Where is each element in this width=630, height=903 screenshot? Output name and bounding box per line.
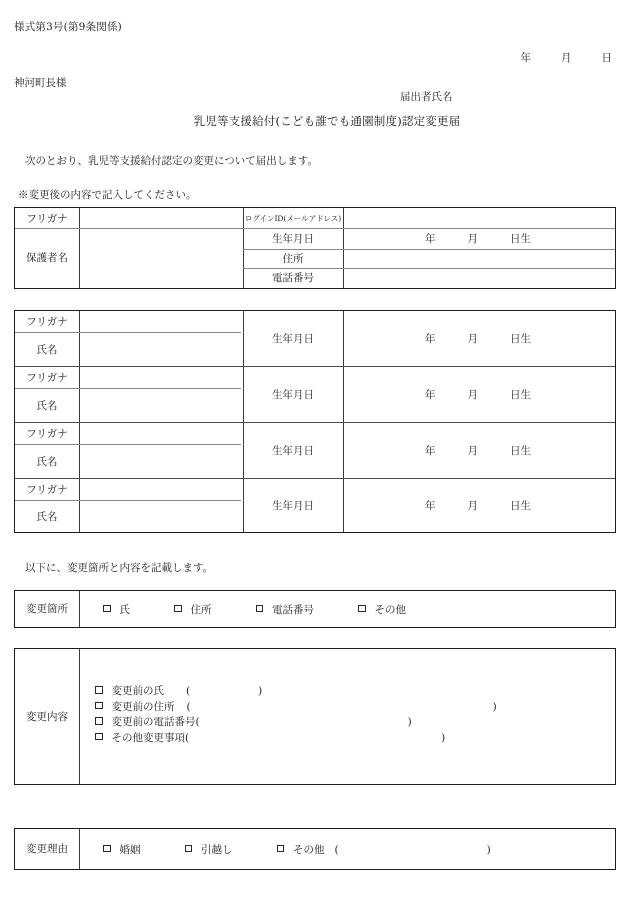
change-content-item-name-label: 変更前の氏: [111, 685, 164, 697]
child-1-name-value[interactable]: [79, 332, 243, 366]
change-reason-other-paren-close: ): [486, 843, 491, 856]
child-1-bd-day-label: 日生: [510, 333, 531, 345]
child-4-birthdate-label: 生年月日: [272, 500, 314, 512]
change-content-item-phone-paren-close: ): [407, 716, 412, 728]
child-2-birthdate-value[interactable]: [343, 367, 630, 422]
child-4-birthdate-value[interactable]: [343, 479, 630, 532]
change-content-label: 変更内容: [26, 710, 68, 723]
child-1-birthdate-label: 生年月日: [272, 333, 314, 345]
guardian-birthdate-value[interactable]: [343, 228, 630, 249]
change-place-option-other[interactable]: [358, 602, 406, 617]
change-content-item-name-paren-close: ): [258, 685, 263, 697]
date-day-label: 日: [601, 52, 612, 64]
child-2-name-label: 氏名: [36, 399, 58, 412]
change-content-item-other-label: その他変更事項: [111, 731, 185, 744]
child-1-furigana-value[interactable]: [79, 311, 243, 332]
checkbox-icon[interactable]: [256, 605, 264, 613]
guardian-bd-year-label: 年: [425, 233, 436, 245]
child-4-furigana-value[interactable]: [79, 479, 243, 500]
child-4-furigana-label: フリガナ: [26, 484, 68, 496]
child-3-birthdate-value[interactable]: [343, 423, 630, 478]
guardian-address-label: 住所: [282, 253, 304, 265]
child-1-birthdate-value[interactable]: [343, 311, 630, 366]
guardian-birthdate-label: 生年月日: [272, 233, 314, 245]
guardian-table: [14, 207, 616, 289]
child-3-name-label: 氏名: [36, 455, 58, 468]
child-3-bd-year-label: 年: [425, 445, 436, 457]
guardian-furigana-value[interactable]: [79, 208, 243, 228]
child-1-name-label: 氏名: [36, 343, 58, 356]
change-place-option-phone-label: 電話番号: [272, 603, 314, 616]
guardian-bd-month-label: 月: [467, 233, 478, 245]
checkbox-icon[interactable]: [103, 605, 111, 613]
form-code: 様式第3号(第9条関係): [14, 21, 122, 33]
date-year-label: 年: [520, 52, 531, 64]
child-2-bd-day-label: 日生: [510, 389, 531, 401]
change-place-options: [103, 591, 450, 627]
child-3-furigana-value[interactable]: [79, 423, 243, 444]
child-3-birthdate-label: 生年月日: [272, 445, 314, 457]
child-3-furigana-label: フリガナ: [26, 428, 68, 440]
change-reason-option-marriage-label: 婚姻: [119, 843, 141, 856]
change-place-option-phone[interactable]: [256, 602, 315, 617]
change-reason-option-other-label: その他: [293, 843, 325, 856]
change-reason-option-marriage[interactable]: [103, 842, 141, 857]
change-content-item-other-paren-close: ): [441, 731, 446, 744]
change-content-item-phone[interactable]: [95, 715, 497, 731]
child-2-birthdate-label: 生年月日: [272, 389, 314, 401]
change-content-item-phone-label: 変更前の電話番号: [111, 716, 196, 728]
change-reason-label: 変更理由: [26, 843, 68, 855]
change-reason-option-moving-label: 引越し: [201, 843, 233, 856]
change-content-item-address-paren-close: ): [492, 700, 497, 713]
change-place-option-address[interactable]: [174, 602, 212, 617]
checkbox-icon[interactable]: [95, 717, 103, 725]
change-reason-other-paren-open: (: [334, 843, 339, 856]
submission-date-line: [521, 50, 617, 65]
child-2-furigana-value[interactable]: [79, 367, 243, 388]
child-4-name-value[interactable]: [79, 500, 243, 532]
change-place-option-other-label: その他: [374, 603, 406, 616]
lead-text-declaration: 次のとおり、乳児等支援給付認定の変更について届出します。: [25, 155, 318, 167]
guardian-phone-label: 電話番号: [272, 272, 314, 284]
lead-text-note: ※変更後の内容で記入してください。: [18, 189, 197, 201]
page-title: 乳児等支援給付(こども誰でも通園制度)認定変更届: [193, 114, 461, 128]
change-content-col-divider: [79, 649, 80, 784]
change-content-item-other[interactable]: [95, 731, 497, 747]
child-1-furigana-label: フリガナ: [26, 316, 68, 328]
change-reason-option-other[interactable]: [277, 842, 491, 857]
checkbox-icon[interactable]: [358, 605, 366, 613]
child-1-bd-month-label: 月: [467, 333, 478, 345]
guardian-login-id-value[interactable]: [343, 208, 614, 228]
guardian-furigana-label: フリガナ: [26, 212, 68, 225]
child-2-bd-month-label: 月: [467, 389, 478, 401]
mid-instruction-text: 以下に、変更箇所と内容を記載します。: [25, 562, 214, 574]
child-3-name-value[interactable]: [79, 444, 243, 478]
change-place-option-address-label: 住所: [190, 603, 212, 616]
change-content-item-address-paren-open: (: [186, 700, 191, 713]
checkbox-icon[interactable]: [95, 733, 103, 741]
child-4-bd-month-label: 月: [467, 500, 478, 512]
child-2-furigana-label: フリガナ: [26, 372, 68, 384]
child-2-name-value[interactable]: [79, 388, 243, 422]
guardian-address-value[interactable]: [343, 249, 614, 268]
change-content-item-address[interactable]: [95, 700, 497, 716]
child-1-bd-year-label: 年: [425, 333, 436, 345]
child-3-bd-month-label: 月: [467, 445, 478, 457]
change-content-item-name-paren-open: (: [186, 685, 191, 697]
child-3-bd-day-label: 日生: [510, 445, 531, 457]
children-table: [14, 310, 616, 533]
checkbox-icon[interactable]: [103, 845, 111, 853]
checkbox-icon[interactable]: [277, 845, 285, 853]
change-content-item-name[interactable]: [95, 684, 497, 700]
date-month-label: 月: [561, 52, 572, 64]
child-4-bd-day-label: 日生: [510, 500, 531, 512]
guardian-phone-value[interactable]: [343, 268, 614, 287]
child-2-bd-year-label: 年: [425, 389, 436, 401]
change-content-options: [95, 684, 497, 746]
guardian-login-id-label: ログインID(メールアドレス): [244, 213, 342, 223]
change-place-table: [14, 590, 616, 628]
change-content-item-other-paren-open: (: [185, 731, 190, 744]
guardian-bd-day-label: 日生: [510, 233, 531, 245]
child-4-name-label: 氏名: [36, 510, 58, 523]
child-4-bd-year-label: 年: [425, 500, 436, 512]
change-reason-options: [103, 829, 491, 869]
change-content-item-address-label: 変更前の住所: [111, 700, 175, 713]
change-content-item-phone-paren-open: (: [195, 716, 200, 728]
checkbox-icon[interactable]: [95, 702, 103, 710]
addressee: 神河町長様: [14, 77, 67, 89]
change-place-label: 変更箇所: [26, 603, 68, 615]
checkbox-icon[interactable]: [95, 686, 103, 694]
submitter-name-label: 届出者氏名: [400, 91, 453, 103]
change-place-option-name[interactable]: [103, 602, 130, 617]
guardian-name-label: 保護者名: [26, 252, 68, 264]
change-place-col-divider: [79, 591, 80, 627]
checkbox-icon[interactable]: [174, 605, 182, 613]
change-place-option-name-label: 氏: [119, 603, 130, 616]
checkbox-icon[interactable]: [185, 845, 193, 853]
change-content-table: [14, 648, 616, 785]
change-reason-table: [14, 828, 616, 870]
change-reason-col-divider: [79, 829, 80, 869]
guardian-name-value[interactable]: [79, 228, 243, 287]
change-reason-option-moving[interactable]: [185, 842, 233, 857]
